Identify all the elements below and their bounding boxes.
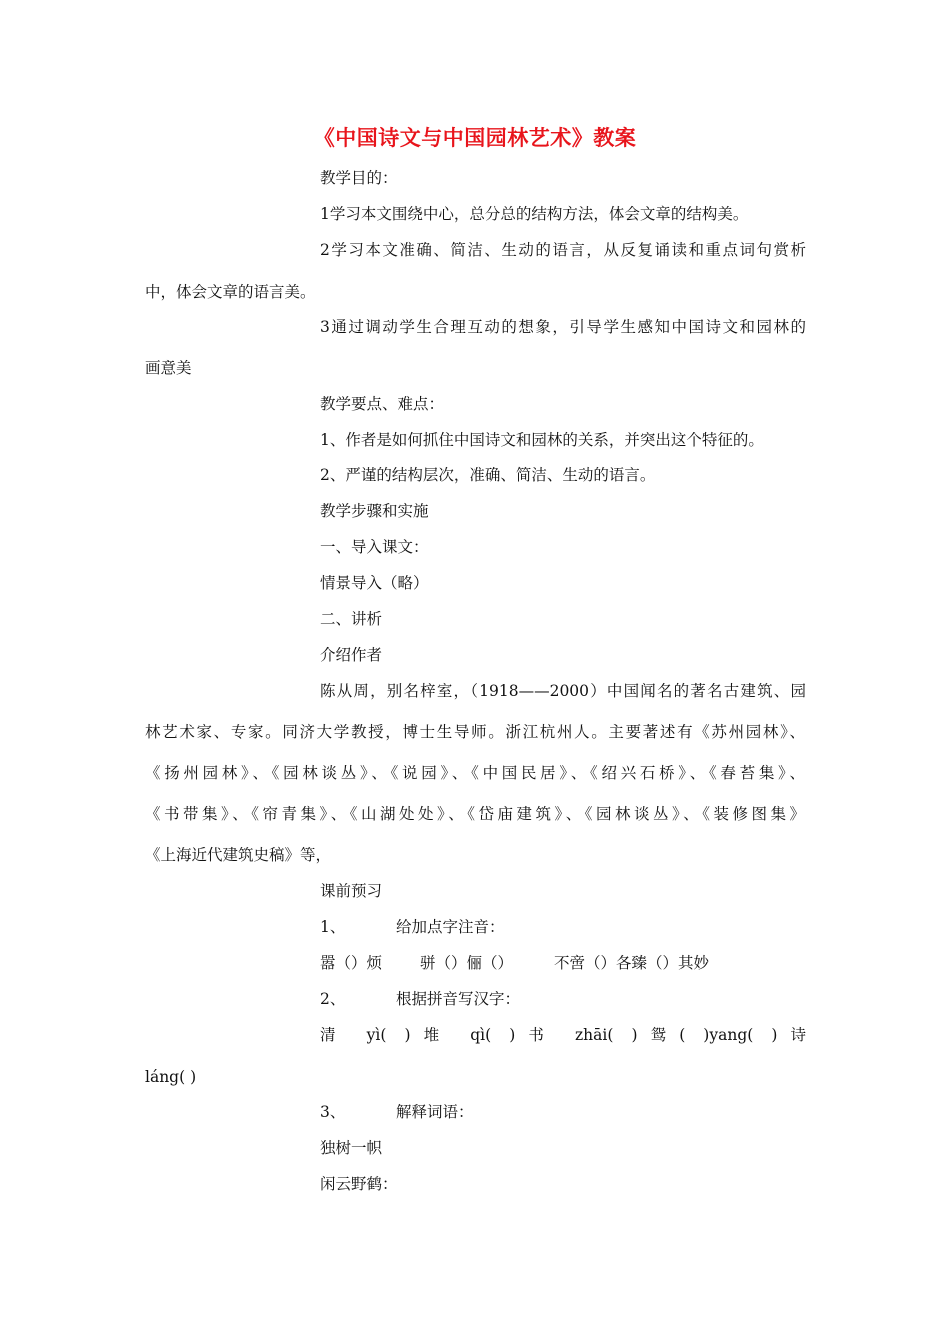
objective-3-line-1: 3通过调动学生合理互动的想象，引导学生感知中国诗文和园林的 xyxy=(320,318,806,336)
preview-question-1 xyxy=(320,917,505,937)
author-bio-line-4: 《书带集》、《帘青集》、《山湖处处》、《岱庙建筑》、《园林谈丛》、《装修图集》 xyxy=(145,805,805,823)
hanzi-blanks-line-1: 清 yì( )堆 qì( )书 zhāi( )鸳( )yang( )诗 xyxy=(320,1026,806,1044)
key-points-heading: 教学要点、难点： xyxy=(320,395,445,413)
question-1-number: 1、 xyxy=(320,918,346,936)
term-1: 独树一帜 xyxy=(320,1139,383,1157)
author-bio-line-2: 林艺术家、专家。同济大学教授，博士生导师。浙江杭州人。主要著述有《苏州园林》、 xyxy=(145,723,805,741)
question-1-text: 给加点字注音： xyxy=(396,918,505,936)
steps-heading: 教学步骤和实施 xyxy=(320,502,429,520)
preview-question-2 xyxy=(320,989,521,1009)
author-heading: 介绍作者 xyxy=(320,646,383,664)
pinyin-item-1: 嚣（）烦 xyxy=(320,954,383,972)
objectives-heading: 教学目的： xyxy=(320,169,398,187)
document-title: 《中国诗文与中国园林艺术》教案 xyxy=(313,126,637,150)
intro-text: 情景导入（略） xyxy=(320,574,429,592)
objective-3-line-2: 画意美 xyxy=(145,359,192,377)
key-point-2: 2、严谨的结构层次，准确、简洁、生动的语言。 xyxy=(320,466,656,484)
hanzi-blanks-line-2: láng( ) xyxy=(145,1068,197,1086)
author-bio-line-5: 《上海近代建筑史稿》等， xyxy=(145,846,332,864)
preview-heading: 课前预习 xyxy=(320,882,383,900)
author-bio-line-3: 《扬州园林》、《园林谈丛》、《说园》、《中国民居》、《绍兴石桥》、《春苔集》、 xyxy=(145,764,805,782)
objective-2-line-2: 中，体会文章的语言美。 xyxy=(145,283,316,301)
key-point-1: 1、作者是如何抓住中国诗文和园林的关系，并突出这个特征的。 xyxy=(320,431,764,449)
intro-heading: 一、导入课文： xyxy=(320,538,429,556)
pinyin-item-2: 骈（）俪（） xyxy=(420,954,514,972)
analysis-heading: 二、讲析 xyxy=(320,610,383,628)
question-2-text: 根据拼音写汉字： xyxy=(396,990,521,1008)
question-3-number: 3、 xyxy=(320,1103,346,1121)
objective-1: 1学习本文围绕中心，总分总的结构方法，体会文章的结构美。 xyxy=(320,205,749,223)
objective-2-line-1: 2学习本文准确、简洁、生动的语言，从反复诵读和重点词句赏析 xyxy=(320,241,806,259)
term-2: 闲云野鹤： xyxy=(320,1175,398,1193)
preview-question-3 xyxy=(320,1102,474,1122)
pinyin-item-3: 不啻（）各臻（）其妙 xyxy=(554,954,710,972)
author-bio-line-1: 陈从周，别名梓室，（1918——2000）中国闻名的著名古建筑、园 xyxy=(320,682,806,700)
question-2-number: 2、 xyxy=(320,990,346,1008)
question-3-text: 解释词语： xyxy=(396,1103,474,1121)
